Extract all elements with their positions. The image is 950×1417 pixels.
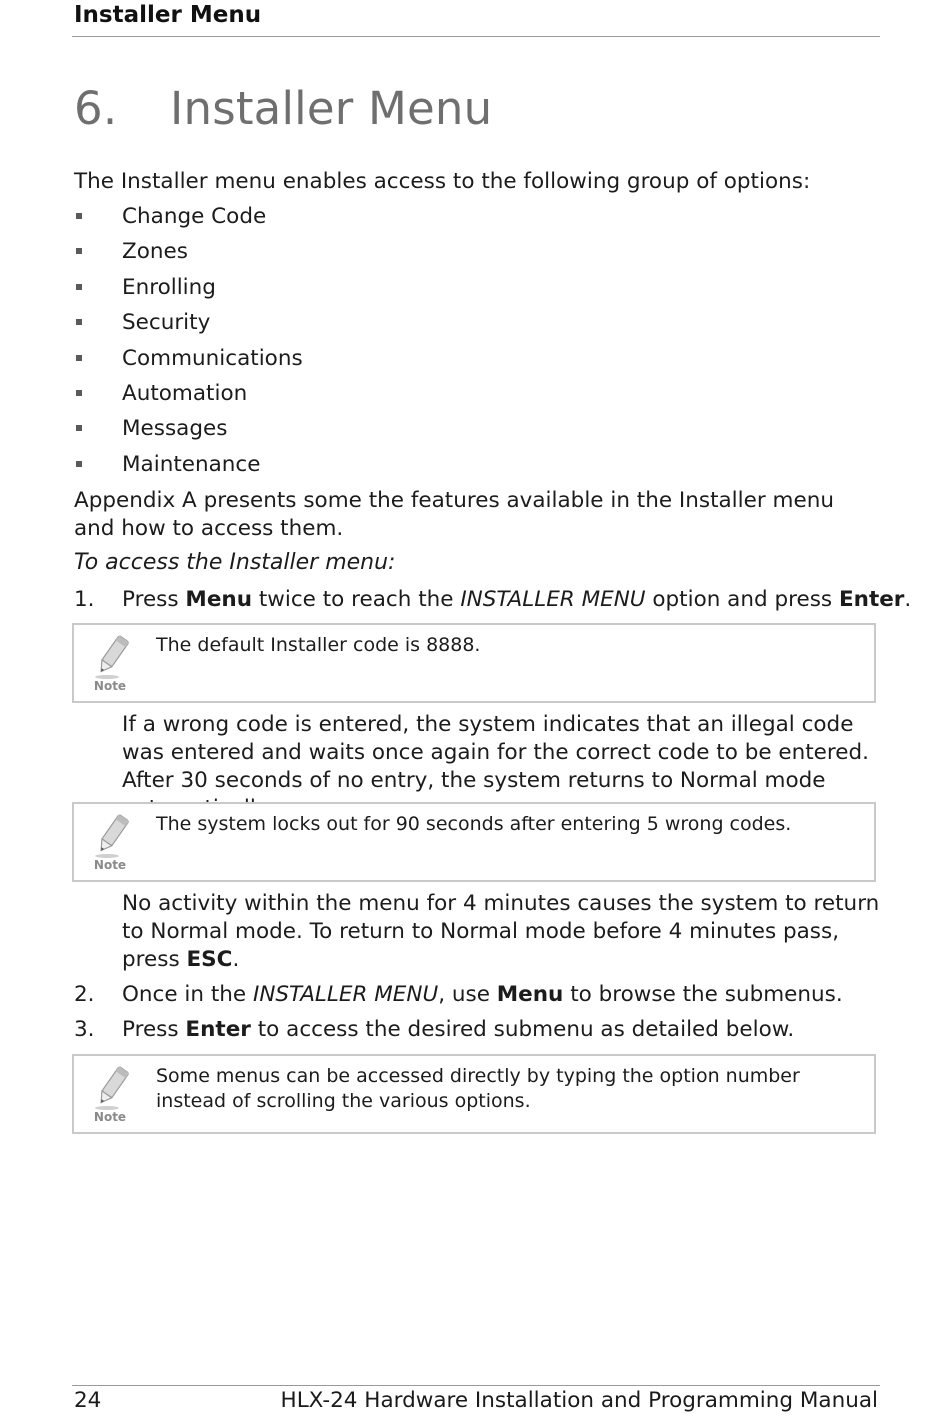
- wrong-code-paragraph: If a wrong code is entered, the system indicates that an illegal code was entered and waits once again for the correct code to be entered. After 30 seconds of no entry, the system returns to Normal mode: [122, 712, 869, 793]
- page-number: 24: [74, 1388, 102, 1413]
- note-box: [72, 802, 876, 882]
- note-label: Note: [93, 858, 127, 872]
- bullet-square-icon: [76, 319, 82, 325]
- note-label: Note: [93, 679, 127, 693]
- step-text: Once in the INSTALLER MENU, use Menu to browse the submenus.: [122, 982, 843, 1007]
- pencil-note-icon: [92, 1064, 132, 1124]
- note-box: [72, 1054, 876, 1134]
- chapter-title-text: Installer Menu: [170, 82, 493, 135]
- appendix-paragraph: Appendix A presents some the features available in the Installer menu and how to access them.: [74, 488, 834, 541]
- procedure-heading: To access the Installer menu:: [74, 550, 396, 575]
- note-text: Some menus can be accessed directly by typing the option number instead of scrolling the various options.: [156, 1065, 800, 1112]
- step-number: 3.: [74, 1017, 95, 1042]
- note-label: Note: [93, 1110, 127, 1124]
- step-text: Press Enter to access the desired submenu as detailed below.: [122, 1017, 795, 1042]
- bullet-square-icon: [76, 248, 82, 254]
- note-text: The default Installer code is 8888.: [156, 634, 481, 656]
- bullet-square-icon: [76, 390, 82, 396]
- chapter-title: [74, 82, 492, 135]
- inactivity-paragraph: No activity within the menu for 4 minutes causes the system to return to Normal mode. To return to Normal mode before 4 minutes pass, press ESC.: [122, 891, 880, 972]
- step-number: 1.: [74, 587, 95, 612]
- running-header: Installer Menu: [74, 2, 262, 28]
- bullet-square-icon: [76, 425, 82, 431]
- bullet-square-icon: [76, 213, 82, 219]
- intro-paragraph: The Installer menu enables access to the following group of options:: [74, 169, 811, 194]
- note-box: [72, 623, 876, 703]
- bullet-square-icon: [76, 284, 82, 290]
- note-text: The system locks out for 90 seconds after entering 5 wrong codes.: [156, 813, 792, 835]
- step-text: Press Menu twice to reach the INSTALLER MENU option and press Enter.: [122, 587, 912, 612]
- footer-rule: [72, 1385, 880, 1386]
- chapter-number: 6.: [74, 82, 118, 135]
- header-rule: [72, 36, 880, 37]
- manual-title: HLX-24 Hardware Installation and Programming Manual: [280, 1388, 878, 1413]
- pencil-note-icon: [92, 633, 132, 693]
- bullet-square-icon: [76, 355, 82, 361]
- pencil-note-icon: [92, 812, 132, 872]
- step-number: 2.: [74, 982, 95, 1007]
- bullet-square-icon: [76, 461, 82, 467]
